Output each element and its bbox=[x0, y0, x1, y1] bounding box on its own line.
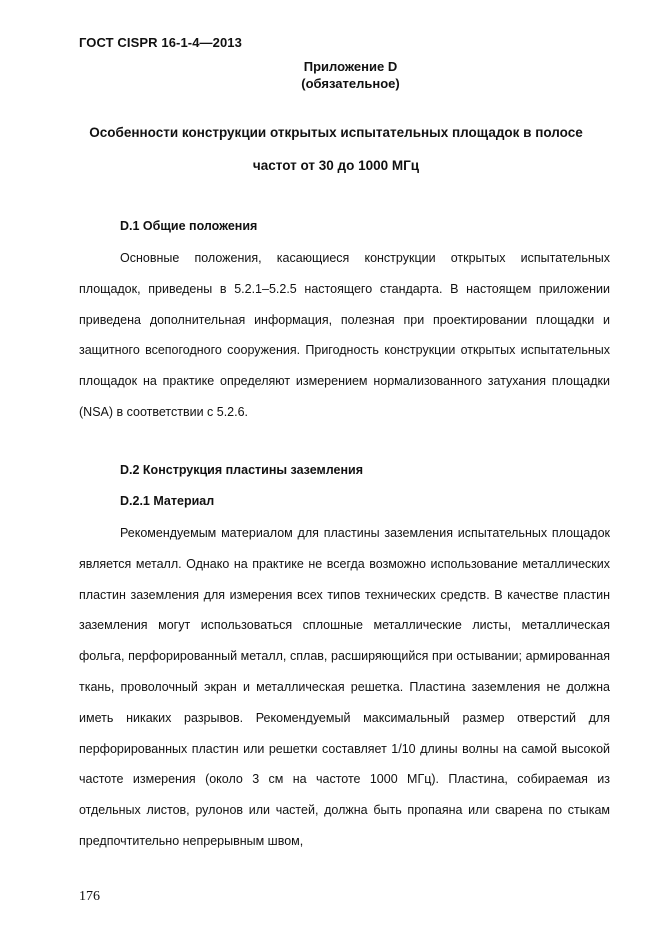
document-title: Особенности конструкции открытых испытательных площадок в полосе частот от 30 до 1000 МГц bbox=[89, 125, 583, 173]
appendix-kind: (обязательное) bbox=[301, 76, 400, 91]
section-paragraph-d21: Рекомендуемым материалом для пластины заземления испытательных площадок является металл. Однако на практике не всегда возможно использование металлических пластин заземления для измерения всех типов технических средств. В качестве пластин заземления могут использоваться сплошные металлические листы, металлическая фольга, перфорированный металл, сплав, расширяющийся при остывании; армированная ткань, проволочный экран и металлическая решетка. Пластина заземления не должна иметь никаких разрывов. Рекомендуемый максимальный размер отверстий для перфорированных пластин или решетки составляет 1/10 длины волны на самой высокой частоте измерения (около 3 см на частоте 1000 МГц). Пластина, собираемая из отдельных листов, рулонов или частей, должна быть пропаяна или сварена по стыкам предпочтительно непрерывным швом, bbox=[79, 526, 610, 848]
section-heading-d1: D.1 Общие положения bbox=[120, 219, 258, 233]
appendix-title: Приложение D bbox=[303, 59, 398, 74]
section-paragraph-d1: Основные положения, касающиеся конструкции открытых испытательных площадок, приведены в 5.2.1–5.2.5 настоящего стандарта. В настоящем приложении приведена дополнительная информация, полезная при проектировании площадки и защитного всепогодного сооружения. Пригодность конструкции открытых испытательных площадок на практике определяют измерением нормализованного затухания площадки (NSA) в соответствии с 5.2.6. bbox=[79, 251, 610, 419]
section-heading-d21: D.2.1 Материал bbox=[120, 494, 215, 508]
standard-header: ГОСТ CISPR 16-1-4—2013 bbox=[79, 35, 242, 50]
page-number: 176 bbox=[79, 889, 100, 904]
section-heading-d2: D.2 Конструкция пластины заземления bbox=[120, 463, 364, 477]
